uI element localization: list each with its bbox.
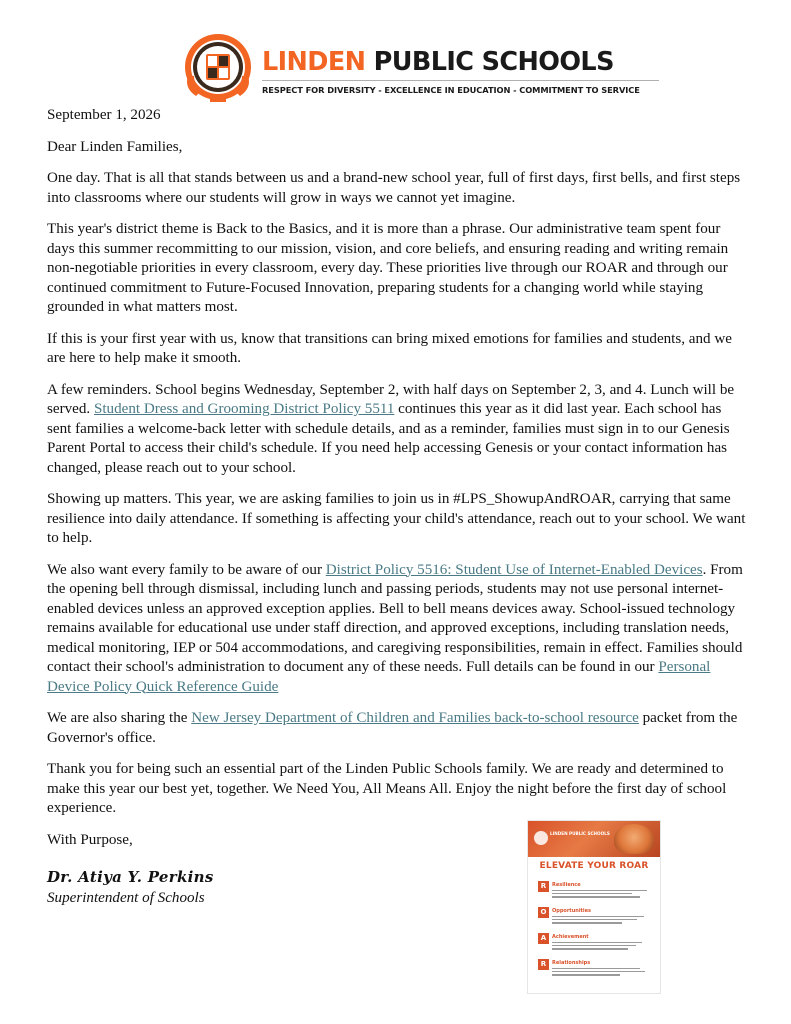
resources-text-b: packet from the Governor's office. (47, 710, 738, 746)
flyer-item-word: Achievement (552, 934, 589, 940)
flyer-item-text-lines (552, 942, 652, 952)
letterhead-motto: RESPECT FOR DIVERSITY - EXCELLENCE IN EDUCATION - COMMITMENT TO SERVICE (262, 85, 640, 95)
paragraph-reminders (47, 381, 747, 479)
paragraph-thanks: Thank you for being such an essential part of the Linden Public Schools family. We are ready and determined to make this year our best yet, together. We Need You, All Means All. Enjoy the night before the first day of school experience. (47, 761, 727, 816)
tiger-mascot-icon (614, 824, 654, 854)
letter-date: September 1, 2026 (47, 107, 161, 123)
flyer-letter-badge: R (538, 881, 549, 892)
letterhead-divider (262, 80, 659, 81)
device-quick-reference-link[interactable]: Personal Device Policy Quick Reference Guide (47, 659, 711, 695)
flyer-letter-badge: O (538, 907, 549, 918)
letterhead-name-highlight: LINDEN (262, 47, 366, 77)
paragraph-theme: This year's district theme is Back to the Basics, and it is more than a phrase. Our administrative team spent four days this summer recommitting to our mission, vision, and core beliefs, and ensuring reading and writing remain non-negotiable priorities in every classroom, every day. These priorities live through our ROAR and through our continued commitment to Future-Focused Innovation, preparing students for a changing world while staying grounded in what matters most. (47, 221, 729, 315)
flyer-letter-badge: A (538, 933, 549, 944)
letter-body (47, 106, 747, 831)
flyer-item-word: Resilience (552, 882, 581, 888)
flyer-item-relationships (538, 959, 654, 983)
reminders-text-b: continues this year as it did last year. Each school has sent families a welcome-back letter with schedule details, and as a reminder, families must sign in to our Genesis Parent Portal to access their child's schedule. If you need help accessing Genesis or your contact information has changed, please reach out to your school. (47, 401, 730, 476)
flyer-title: ELEVATE YOUR ROAR (539, 861, 649, 871)
flyer-item-achievement (538, 933, 654, 957)
signer-title: Superintendent of Schools (47, 890, 205, 906)
flyer-item-text-lines (552, 890, 652, 900)
flyer-hero-text: LINDEN PUBLIC SCHOOLS (550, 831, 610, 836)
paragraph-first-year: If this is your first year with us, know that transitions can bring mixed emotions for families and students, and we are here to help make it smooth. (47, 330, 732, 366)
reminders-text-a: A few reminders. School begins Wednesday, September 2, with half days on September 2, 3, and 4. Lunch will be served. (47, 381, 735, 417)
flyer-hero-banner (528, 821, 660, 857)
flyer-logo-icon (534, 831, 548, 845)
paragraph-device-policy (47, 561, 747, 698)
flyer-letter-badge: R (538, 959, 549, 970)
signature: Dr. Atiya Y. Perkins (47, 868, 214, 886)
dress-code-policy-link[interactable]: Student Dress and Grooming District Policy 5511 (93, 401, 395, 417)
resources-text-a: We are also sharing the (47, 710, 192, 726)
paragraph-opening: One day. That is all that stands between us and a brand-new school year, full of first days, first bells, and first steps into classrooms where our students will grow in ways we cannot yet imagine. (47, 170, 741, 206)
district-seal-logo (180, 30, 256, 104)
roar-flyer-image (527, 820, 661, 994)
flyer-item-text-lines (552, 916, 652, 926)
letterhead-title (262, 47, 614, 77)
letter-closing: With Purpose, (47, 832, 133, 848)
letterhead (180, 30, 660, 104)
flyer-item-resilience (538, 881, 654, 905)
dcf-resource-link[interactable]: New Jersey Department of Children and Families back-to-school resource (191, 710, 639, 726)
device-policy-link[interactable]: District Policy 5516: Student Use of Internet-Enabled Devices (325, 561, 703, 578)
letterhead-name-rest: PUBLIC SCHOOLS (365, 47, 614, 77)
flyer-item-opportunities (538, 907, 654, 931)
flyer-item-word: Relationships (552, 960, 591, 966)
flyer-item-word: Opportunities (552, 908, 592, 914)
device-text-a: We also want every family to be aware of our (47, 561, 326, 578)
paragraph-resources (47, 709, 747, 748)
device-text-b: . From the opening bell through dismissal, including lunch and passing periods, students may not use personal internet-enabled devices unless an approved exception applies. Bell to bell means devices away. School-issued technology remains available for educational use under staff direction, and approved exceptions, including translation needs, medical monitoring, IEP or 504 accommodations, and caregiving responsibilities, remain in effect. Families should contact their school's administration to document any of these needs. Full details can be found in our (47, 561, 743, 675)
letter-salutation: Dear Linden Families, (47, 138, 183, 155)
paragraph-attendance: Showing up matters. This year, we are asking families to join us in #LPS_ShowupAndROAR, carrying that same resilience into daily attendance. If something is affecting your child's attendance, reach out to your school. We want to help. (47, 491, 746, 546)
flyer-item-text-lines (552, 968, 652, 978)
